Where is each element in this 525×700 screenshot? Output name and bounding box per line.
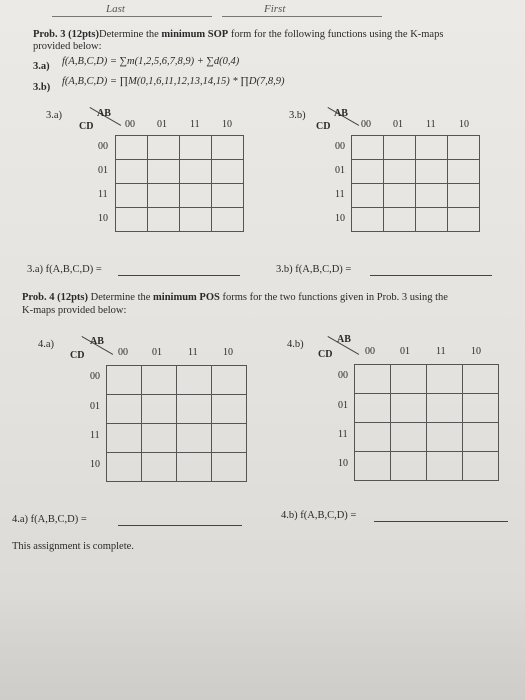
kmap-col-var: AB [90, 336, 104, 347]
answer-3b-label: 3.b) f(A,B,C,D) = [276, 264, 352, 275]
kmap-col-code: 00 [361, 119, 371, 130]
kmap-row-code: 11 [338, 429, 348, 440]
answer-4a-line[interactable] [118, 525, 242, 526]
kmap-col-code: 00 [118, 347, 128, 358]
kmap-row-code: 00 [335, 141, 345, 152]
answer-4b-label: 4.b) f(A,B,C,D) = [281, 510, 357, 521]
kmap-label: 4.a) [38, 339, 55, 350]
answer-4b-line[interactable] [374, 521, 508, 522]
page-shadow [0, 590, 525, 700]
kmap-col-code: 01 [157, 119, 167, 130]
prob3-statement-cont: provided below: [33, 41, 102, 52]
kmap-col-code: 01 [393, 119, 403, 130]
kmap-row-code: 00 [338, 370, 348, 381]
kmap-col-code: 10 [223, 347, 233, 358]
kmap-col-code: 11 [190, 119, 200, 130]
kmap-row-var: CD [316, 121, 331, 132]
kmap-col-var: AB [334, 108, 348, 119]
last-name-label: Last [106, 3, 125, 15]
kmap-col-code: 11 [426, 119, 436, 130]
prob4-statement: Prob. 4 (12pts) Determine the minimum POS forms for the two functions given in Prob. 3 using the [22, 292, 448, 303]
kmap-col-code: 00 [365, 346, 375, 357]
prob4-statement-cont: K-maps provided below: [22, 305, 127, 316]
kmap-label: 3.a) [46, 110, 63, 121]
last-name-line [52, 16, 212, 17]
prob3b-label: 3.b) [33, 82, 51, 93]
kmap-row-code: 10 [335, 213, 345, 224]
completion-statement: This assignment is complete. [12, 541, 134, 552]
first-name-line [222, 16, 382, 17]
answer-3a-line[interactable] [118, 275, 240, 276]
kmap-col-code: 01 [152, 347, 162, 358]
kmap-col-var: AB [337, 334, 351, 345]
first-name-label: First [264, 3, 286, 15]
kmap-row-code: 00 [98, 141, 108, 152]
kmap-row-code: 01 [90, 401, 100, 412]
kmap-grid [115, 135, 244, 232]
kmap-row-var: CD [70, 350, 85, 361]
kmap-row-code: 11 [98, 189, 108, 200]
prob3a-label: 3.a) [33, 61, 50, 72]
kmap-col-code: 11 [436, 346, 446, 357]
kmap-col-code: 11 [188, 347, 198, 358]
kmap-col-code: 10 [459, 119, 469, 130]
kmap-row-var: CD [318, 349, 333, 360]
kmap-row-code: 00 [90, 371, 100, 382]
answer-3a-label: 3.a) f(A,B,C,D) = [27, 264, 102, 275]
kmap-row-code: 11 [90, 430, 100, 441]
kmap-row-code: 11 [335, 189, 345, 200]
answer-3b-line[interactable] [370, 275, 492, 276]
kmap-row-code: 01 [335, 165, 345, 176]
prob3-statement: Prob. 3 (12pts)Determine the minimum SOP form for the following functions using the K-maps [33, 29, 444, 40]
kmap-label: 3.b) [289, 110, 306, 121]
kmap-row-code: 10 [90, 459, 100, 470]
kmap-row-code: 10 [338, 458, 348, 469]
kmap-row-code: 01 [98, 165, 108, 176]
kmap-col-code: 01 [400, 346, 410, 357]
kmap-row-var: CD [79, 121, 94, 132]
kmap-row-code: 10 [98, 213, 108, 224]
kmap-col-code: 00 [125, 119, 135, 130]
kmap-col-code: 10 [471, 346, 481, 357]
kmap-col-var: AB [97, 108, 111, 119]
kmap-grid [354, 364, 499, 481]
kmap-grid [351, 135, 480, 232]
kmap-grid [106, 365, 247, 482]
prob3b-function: f(A,B,C,D) = ∏M(0,1,6,11,12,13,14,15) * ∏D(7,8,9) [62, 76, 285, 87]
answer-4a-label: 4.a) f(A,B,C,D) = [12, 514, 87, 525]
prob3a-function: f(A,B,C,D) = ∑m(1,2,5,6,7,8,9) + ∑d(0,4) [62, 56, 240, 67]
kmap-row-code: 01 [338, 400, 348, 411]
kmap-col-code: 10 [222, 119, 232, 130]
kmap-label: 4.b) [287, 339, 304, 350]
